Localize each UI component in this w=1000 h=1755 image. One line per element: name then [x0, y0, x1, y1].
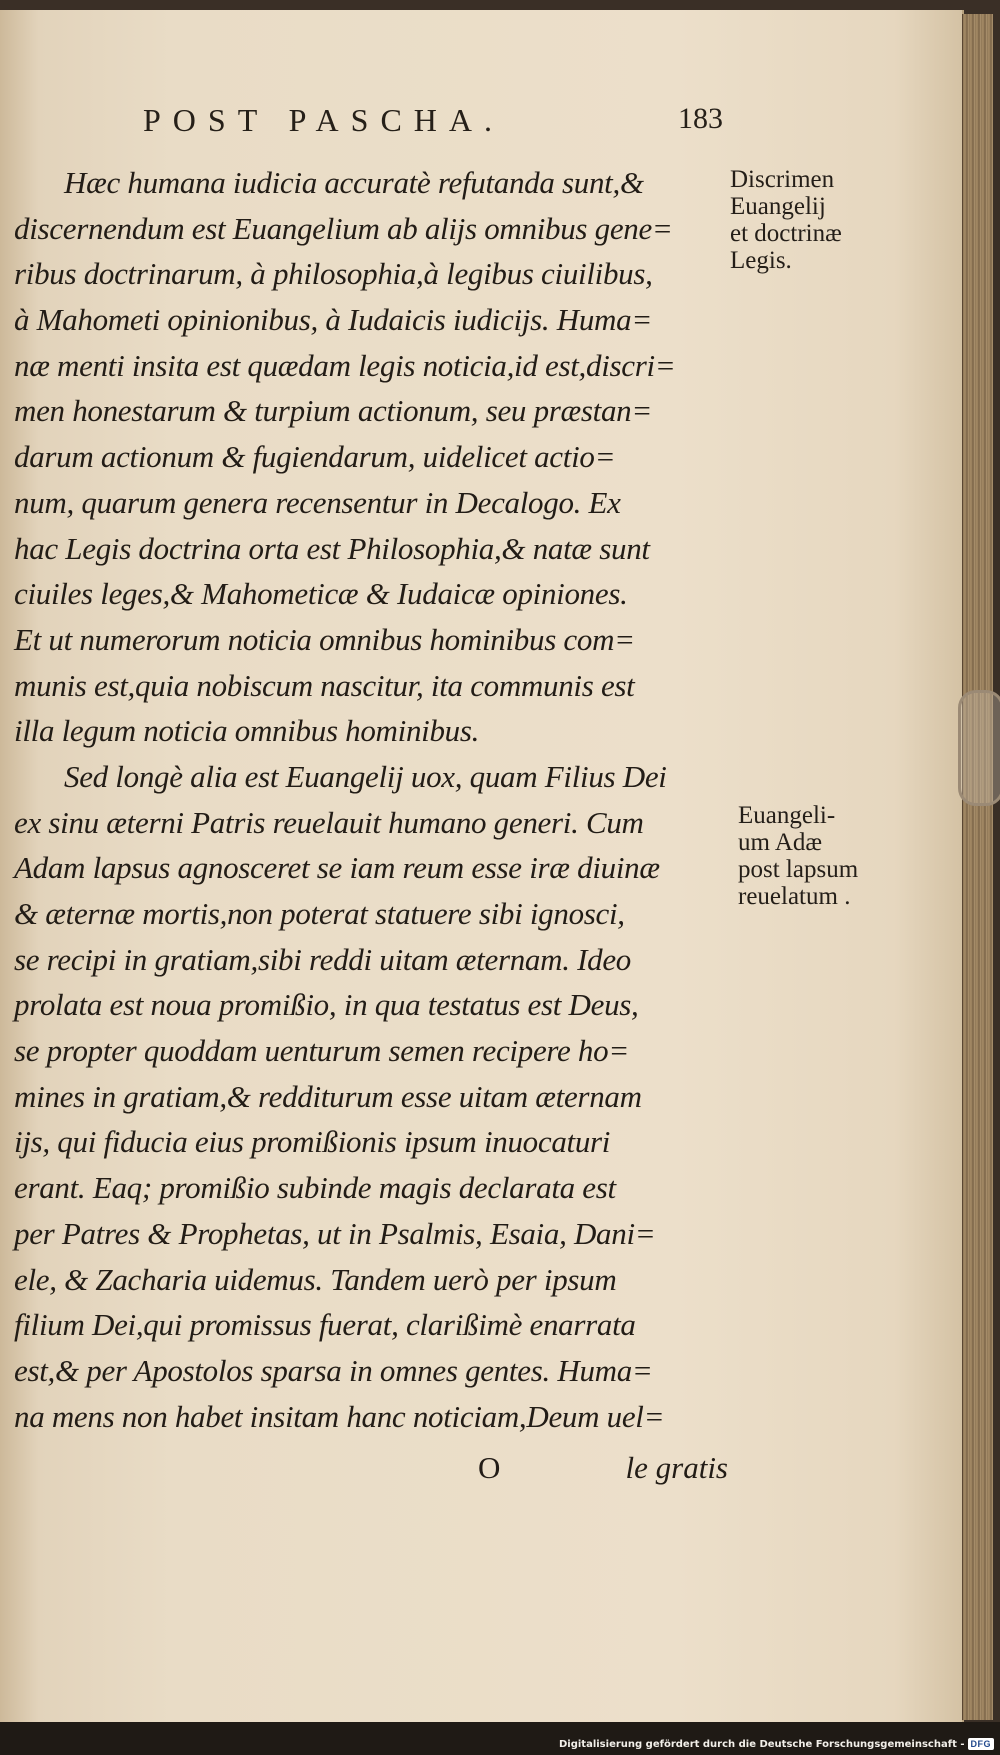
- text-line: ciuiles leges,& Mahometicæ & Iudaicæ opiniones.: [14, 576, 628, 612]
- margin-note-line: reuelatum .: [738, 883, 851, 910]
- text-line: munis est,quia nobiscum nascitur, ita communis est: [14, 667, 635, 703]
- text-line: næ menti insita est quædam legis noticia,id est,discri=: [14, 347, 676, 383]
- text-line: mines in gratiam,& redditurum esse uitam æternam: [14, 1078, 642, 1114]
- text-line: ex sinu æterni Patris reuelauit humano generi. Cum: [14, 804, 644, 840]
- margin-note-discrimen: [730, 166, 930, 274]
- margin-note-line: et doctrinæ: [730, 220, 842, 247]
- margin-note-line: Euangelij: [730, 193, 826, 220]
- page-block-edge: [962, 14, 993, 1720]
- text-line: ele, & Zacharia uidemus. Tandem uerò per ipsum: [14, 1261, 617, 1297]
- scan-footer-band: [0, 1722, 1000, 1755]
- text-line: na mens non habet insitam hanc noticiam,Deum uel=: [14, 1398, 665, 1434]
- margin-note-line: um Adæ: [738, 829, 823, 856]
- text-line: Adam lapsus agnosceret se iam reum esse iræ diuinæ: [14, 850, 660, 886]
- margin-note-line: Euangeli-: [738, 802, 836, 829]
- text-line: se recipi in gratiam,sibi reddi uitam æternam. Ideo: [14, 941, 631, 977]
- text-line: filium Dei,qui promissus fuerat, clarißimè enarrata: [14, 1307, 636, 1343]
- text-line: Et ut numerorum noticia omnibus hominibus com=: [14, 621, 635, 657]
- text-line: per Patres & Prophetas, ut in Psalmis, Esaia, Dani=: [14, 1215, 656, 1251]
- digitization-credit: [559, 1736, 994, 1752]
- margin-note-line: post lapsum: [738, 856, 859, 883]
- page-foot-marks: [478, 1450, 728, 1494]
- text-line: num, quarum genera recensentur in Decalogo. Ex: [14, 484, 621, 520]
- signature-mark: O: [478, 1450, 501, 1485]
- text-line: Sed longè alia est Euangelij uox, quam Filius Dei: [64, 758, 667, 794]
- text-line: ribus doctrinarum, à philosophia,à legibus ciuilibus,: [14, 256, 653, 292]
- text-line: à Mahometi opinionibus, à Iudaicis iudicijs. Huma=: [14, 302, 652, 338]
- page-header: [143, 102, 723, 142]
- page-number: 183: [678, 102, 723, 135]
- text-line: darum actionum & fugiendarum, uidelicet actio=: [14, 439, 616, 475]
- margin-note-line: Discrimen: [730, 166, 835, 193]
- text-line: Hæc humana iudicia accuratè refutanda sunt,&: [64, 165, 644, 200]
- text-line: hac Legis doctrina orta est Philosophia,& natæ sunt: [14, 530, 650, 566]
- margin-note-line: Legis.: [730, 247, 792, 274]
- text-line: men honestarum & turpium actionum, seu præstan=: [14, 393, 653, 429]
- running-title: POST PASCHA.: [143, 102, 504, 138]
- paragraph-1: [14, 160, 734, 754]
- text-line: est,& per Apostolos sparsa in omnes gentes. Huma=: [14, 1352, 653, 1388]
- catchword: le gratis: [625, 1450, 728, 1485]
- text-line: illa legum noticia omnibus hominibus.: [14, 713, 480, 749]
- paragraph-2: [14, 754, 734, 1439]
- text-line: erant. Eaq; promißio subinde magis declarata est: [14, 1170, 616, 1206]
- dfg-logo: DFG: [968, 1738, 995, 1750]
- main-text: [14, 160, 734, 1439]
- book-clasp: [958, 690, 1000, 806]
- text-line: discernendum est Euangelium ab alijs omnibus gene=: [14, 210, 673, 246]
- margin-note-euangelium: [738, 802, 938, 910]
- text-line: & æternæ mortis,non poterat statuere sibi ignosci,: [14, 896, 625, 931]
- text-line: se propter quoddam uenturum semen recipere ho=: [14, 1033, 629, 1069]
- text-line: prolata est noua promißio, in qua testatus est Deus,: [14, 987, 639, 1023]
- credit-text: Digitalisierung gefördert durch die Deutsche Forschungsgemeinschaft -: [558, 1738, 965, 1750]
- book-page: [0, 10, 964, 1722]
- text-line: ijs, qui fiducia eius promißionis ipsum inuocaturi: [14, 1124, 611, 1160]
